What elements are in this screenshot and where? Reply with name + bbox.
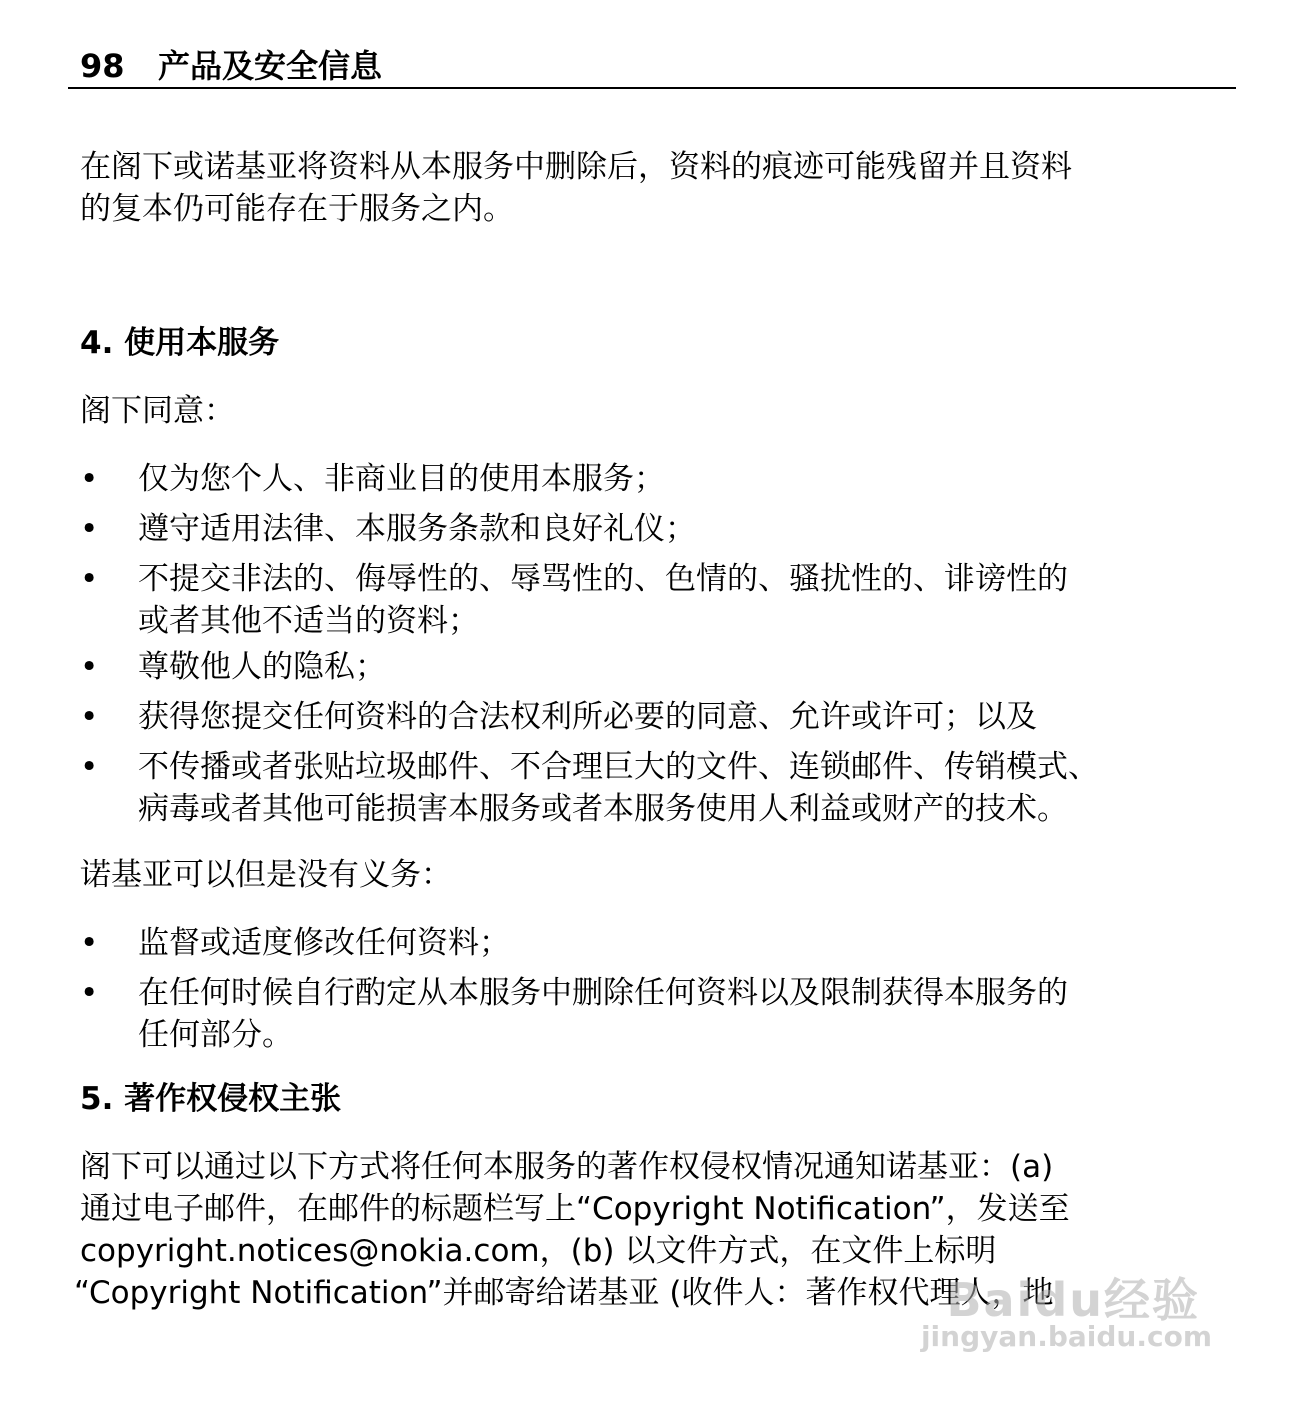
list-item-line: 任何部分。 [138,1017,293,1053]
bullet-icon: • [80,461,99,497]
watermark-url: jingyan.baidu.com [920,1320,1212,1353]
list-item-text [138,558,1068,642]
list-item-line: 不提交非法的、侮辱性的、辱骂性的、色情的、骚扰性的、诽谤性的 [138,561,1068,597]
lead-text: 诺基亚可以但是没有义务： [80,857,452,893]
paragraph-line: 通过电子邮件，在邮件的标题栏写上“Copyright Notification”，发送至 [80,1191,1070,1227]
list-item-line: 不传播或者张贴垃圾邮件、不合理巨大的文件、连锁邮件、传销模式、 [138,749,1099,785]
section-5-heading: 5. 著作权侵权主张 [80,1081,342,1117]
section-5-paragraph [74,1146,1230,1314]
list-item-text [138,508,696,550]
list-item-line: 仅为您个人、非商业目的使用本服务； [138,461,665,497]
list-item-text [138,458,665,500]
list-item-line: 尊敬他人的隐私； [138,649,386,685]
list-item-text [138,972,1068,1056]
page-header [80,44,382,88]
intro-line: 在阁下或诺基亚将资料从本服务中删除后，资料的痕迹可能残留并且资料 [80,149,1072,185]
list-item-line: 监督或适度修改任何资料； [138,925,510,961]
bullet-icon: • [80,975,99,1011]
paragraph-line: 阁下可以通过以下方式将任何本服务的著作权侵权情况通知诺基亚：(a) [80,1149,1054,1185]
page-number: 98 [80,47,125,85]
list-item-text [138,746,1099,830]
intro-paragraph [80,146,1230,230]
intro-line: 的复本仍可能存在于服务之内。 [80,191,514,227]
bullet-icon: • [80,925,99,961]
section-4-lead-2 [80,854,1230,896]
paragraph-line: copyright.notices@nokia.com，(b) 以文件方式，在文件上标明 [80,1233,997,1269]
list-item-text [138,696,1037,738]
bullet-icon: • [80,699,99,735]
list-item-text [138,922,510,964]
section-4-heading: 4. 使用本服务 [80,325,280,361]
list-item-text [138,646,386,688]
list-item-line: 病毒或者其他可能损害本服务或者本服务使用人利益或财产的技术。 [138,791,1068,827]
list-item-line: 或者其他不适当的资料； [138,603,479,639]
header-divider [68,87,1236,89]
bullet-icon: • [80,749,99,785]
bullet-icon: • [80,649,99,685]
bullet-icon: • [80,511,99,547]
page-header-title: 产品及安全信息 [158,47,383,85]
bullet-icon: • [80,561,99,597]
paragraph-line: “Copyright Notification”并邮寄给诺基亚 (收件人：著作权代理人，地 [74,1275,1054,1311]
list-item-line: 遵守适用法律、本服务条款和良好礼仪； [138,511,696,547]
watermark-logo-text: Baidu经验 [946,1273,1200,1327]
list-item-line: 在任何时候自行酌定从本服务中删除任何资料以及限制获得本服务的 [138,975,1068,1011]
list-item-line: 获得您提交任何资料的合法权利所必要的同意、允许或许可；以及 [138,699,1037,735]
section-4-lead [80,390,1230,432]
lead-text: 阁下同意： [80,393,235,429]
